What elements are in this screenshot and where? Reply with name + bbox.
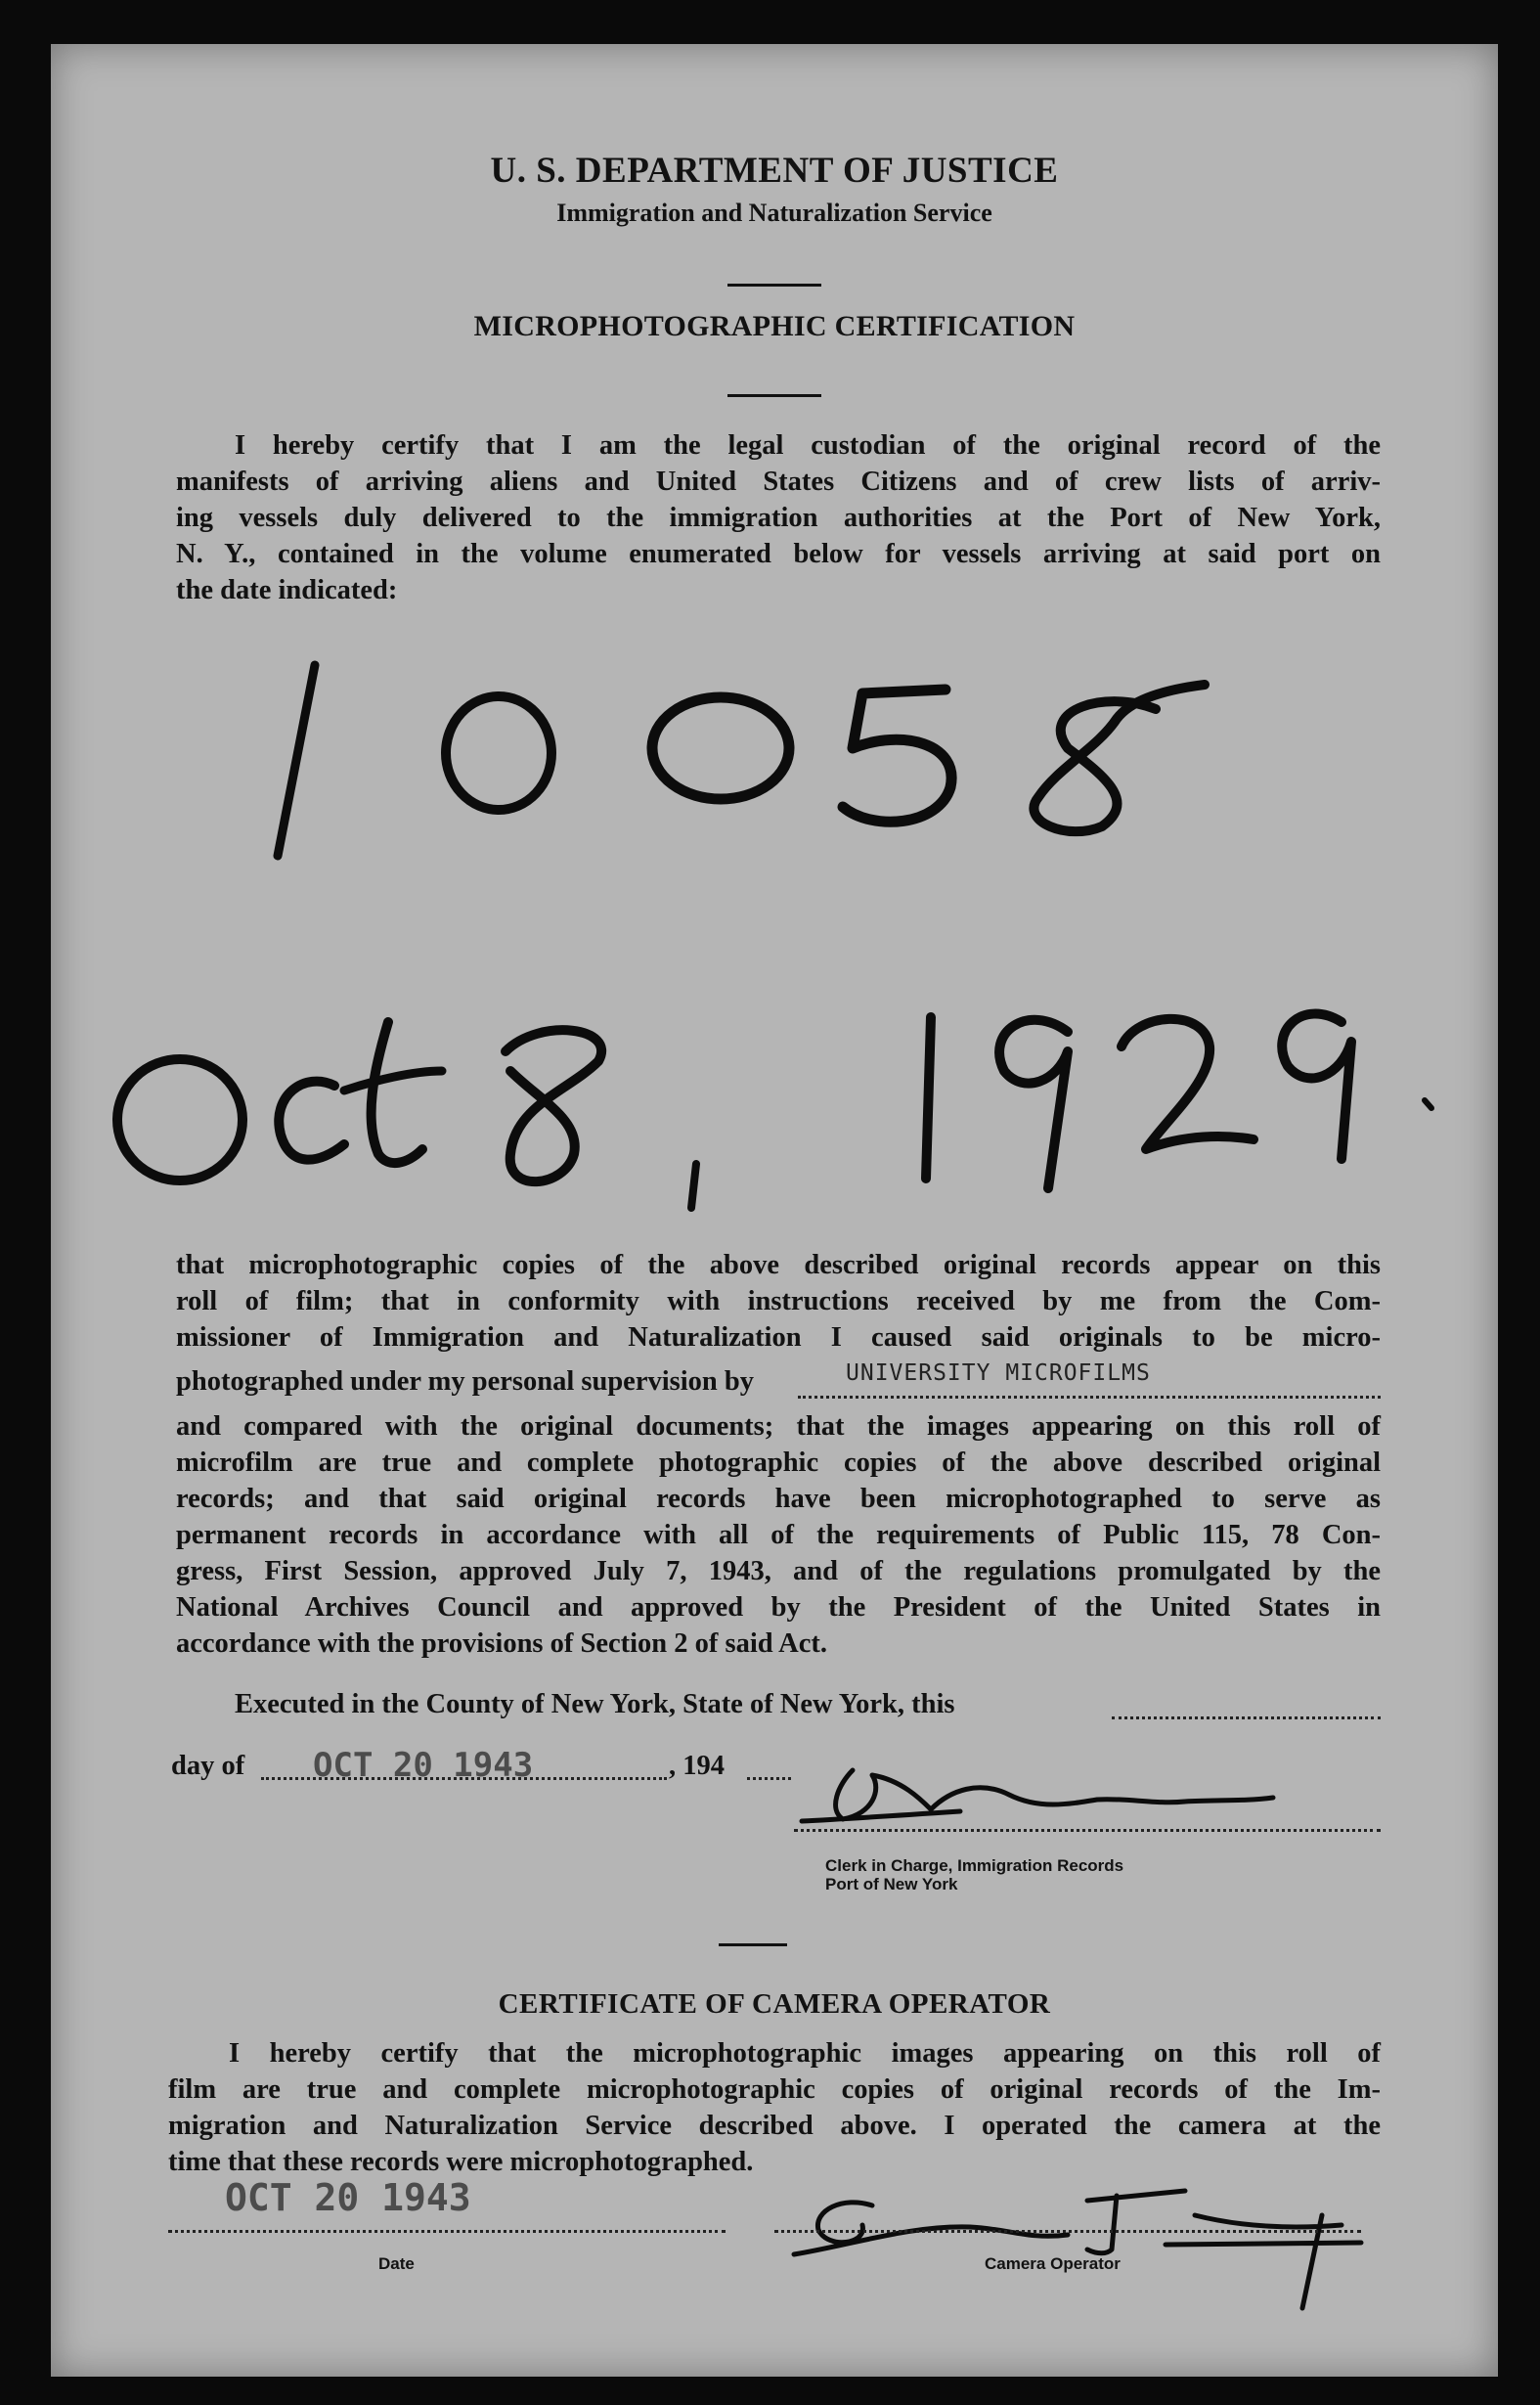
clerk-signature [784,1751,1371,1839]
clerk-title-line1: Clerk in Charge, Immigration Records [825,1856,1124,1875]
handwritten-volume-number [227,641,1400,866]
body-line: gress, First Session, approved July 7, 1943, and of the regulations promulgated by the [176,1556,1381,1586]
camera-line: film are true and complete microphotographic copies of original records of the Im- [168,2074,1381,2105]
body-paragraph-continued [176,1408,1381,1662]
supervision-fill-line [798,1396,1381,1399]
date-label: Date [378,2254,415,2273]
intro-paragraph [176,427,1381,608]
intro-line: ing vessels duly delivered to the immigration authorities at the Port of New York, [176,503,1381,533]
date-signature-line [168,2230,726,2233]
department-heading: U. S. DEPARTMENT OF JUSTICE [490,151,1059,191]
body-line: permanent records in accordance with all of the requirements of Public 115, 78 Con- [176,1520,1381,1550]
body-line: microfilm are true and complete photographic copies of the above described original [176,1447,1381,1478]
executed-fill-line [1112,1716,1381,1719]
intro-line: N. Y., contained in the volume enumerated below for vessels arriving at said port on [176,539,1381,569]
camera-operator-label: Camera Operator [985,2254,1121,2273]
divider [727,394,821,397]
clerk-title-line2: Port of New York [825,1875,958,1893]
service-subheading: Immigration and Naturalization Service [556,199,992,227]
camera-operator-signature [774,2157,1400,2323]
body-line: accordance with the provisions of Section 2 of said Act. [176,1628,828,1659]
body-line: roll of film; that in conformity with instructions received by me from the Com- [176,1286,1381,1316]
camera-date-stamp: OCT 20 1943 [225,2176,471,2219]
day-of-label: day of [171,1751,245,1781]
camera-line: time that these records were microphotographed. [168,2147,754,2177]
body-paragraph [176,1247,1381,1356]
handwritten-arrival-date [70,924,1459,1218]
certificate-page [51,44,1498,2377]
supervision-line [176,1360,1381,1405]
clerk-signature-line [794,1829,1381,1832]
date-stamp: OCT 20 1943 [313,1746,534,1785]
intro-line: manifests of arriving aliens and United States Citizens and of crew lists of arriv- [176,467,1381,497]
body-line: missioner of Immigration and Naturalization I caused said originals to be micro- [176,1322,1381,1353]
body-line: records; and that said original records have been microphotographed to serve as [176,1484,1381,1514]
body-line: that microphotographic copies of the above described original records appear on this [176,1250,1381,1280]
body-line: and compared with the original documents; that the images appearing on this roll of [176,1411,1381,1442]
intro-line: the date indicated: [176,575,398,605]
intro-line: I hereby certify that I am the legal custodian of the original record of the [235,430,1381,461]
executed-text: Executed in the County of New York, State of New York, this [235,1689,955,1719]
supervision-prefix: photographed under my personal supervision by [176,1366,754,1397]
supervision-name: UNIVERSITY MICROFILMS [846,1360,1151,1386]
year-prefix: , 194 [669,1751,725,1781]
certification-title: MICROPHOTOGRAPHIC CERTIFICATION [473,310,1076,342]
camera-line: migration and Naturalization Service described above. I operated the camera at the [168,2111,1381,2141]
operator-signature-line [774,2230,1361,2233]
camera-line: I hereby certify that the microphotographic images appearing on this roll of [229,2038,1381,2069]
divider [727,284,821,287]
divider [719,1943,787,1946]
camera-certificate-title: CERTIFICATE OF CAMERA OPERATOR [498,1988,1051,2020]
body-line: National Archives Council and approved by the President of the United States in [176,1592,1381,1623]
